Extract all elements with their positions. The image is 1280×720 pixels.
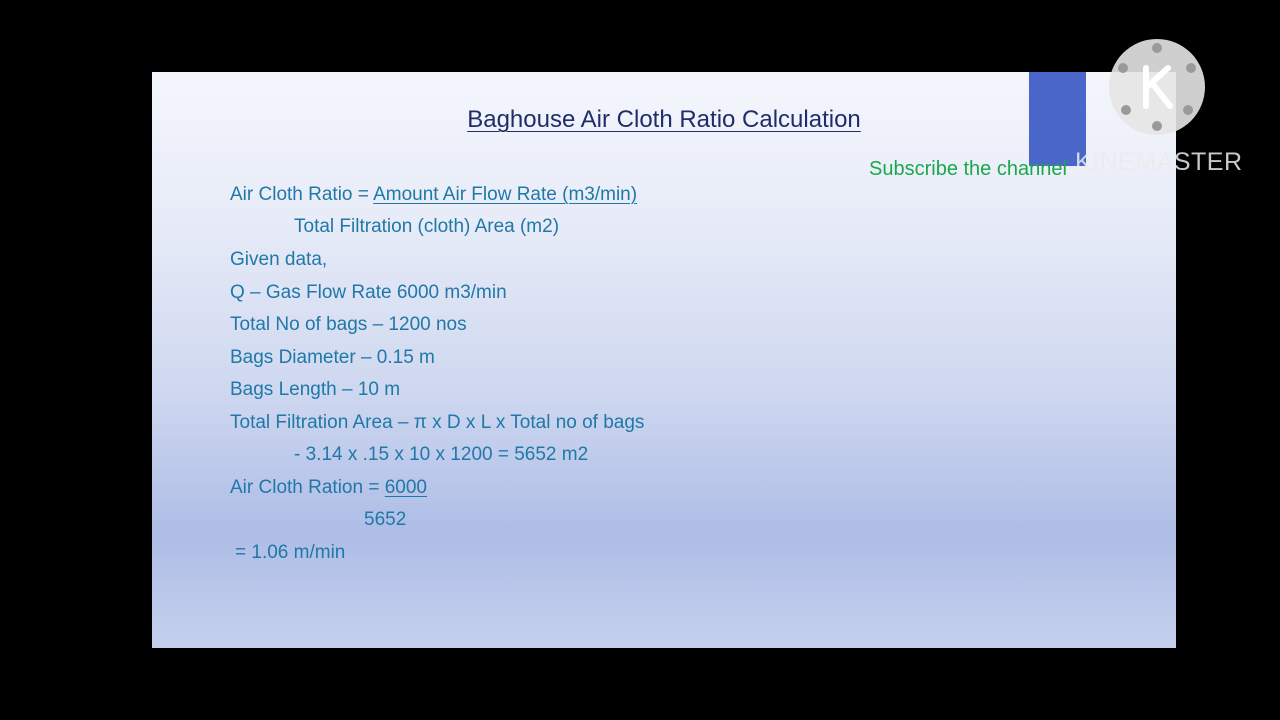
formula-prefix: Air Cloth Ratio = (230, 184, 374, 205)
total-bags-line: Total No of bags – 1200 nos (230, 314, 467, 335)
slide-title: Baghouse Air Cloth Ratio Calculation (467, 106, 861, 133)
kinemaster-logo-icon (1108, 38, 1206, 136)
formula-numerator: Amount Air Flow Rate (m3/min) (373, 184, 638, 205)
bag-length-line: Bags Length – 10 m (230, 379, 401, 400)
ratio-result: = 1.06 m/min (235, 542, 346, 563)
given-data-label: Given data, (230, 249, 328, 270)
gas-flow-line: Q – Gas Flow Rate 6000 m3/min (230, 282, 507, 303)
bag-diameter-line: Bags Diameter – 0.15 m (230, 347, 435, 368)
ratio-denominator: 5652 (364, 509, 407, 530)
ratio-line (230, 477, 427, 499)
ratio-prefix: Air Cloth Ration = (230, 477, 385, 498)
filtration-area-formula: Total Filtration Area – π x D x L x Total no of bags (230, 412, 645, 433)
ratio-numerator: 6000 (384, 477, 427, 498)
filtration-area-calc: - 3.14 x .15 x 10 x 1200 = 5652 m2 (294, 444, 589, 465)
formula-denominator: Total Filtration (cloth) Area (m2) (294, 216, 560, 237)
formula-line (230, 184, 637, 206)
subscribe-overlay-text: Subscribe the channel (869, 158, 1067, 180)
kinemaster-watermark: KINEMASTER (1075, 148, 1243, 176)
